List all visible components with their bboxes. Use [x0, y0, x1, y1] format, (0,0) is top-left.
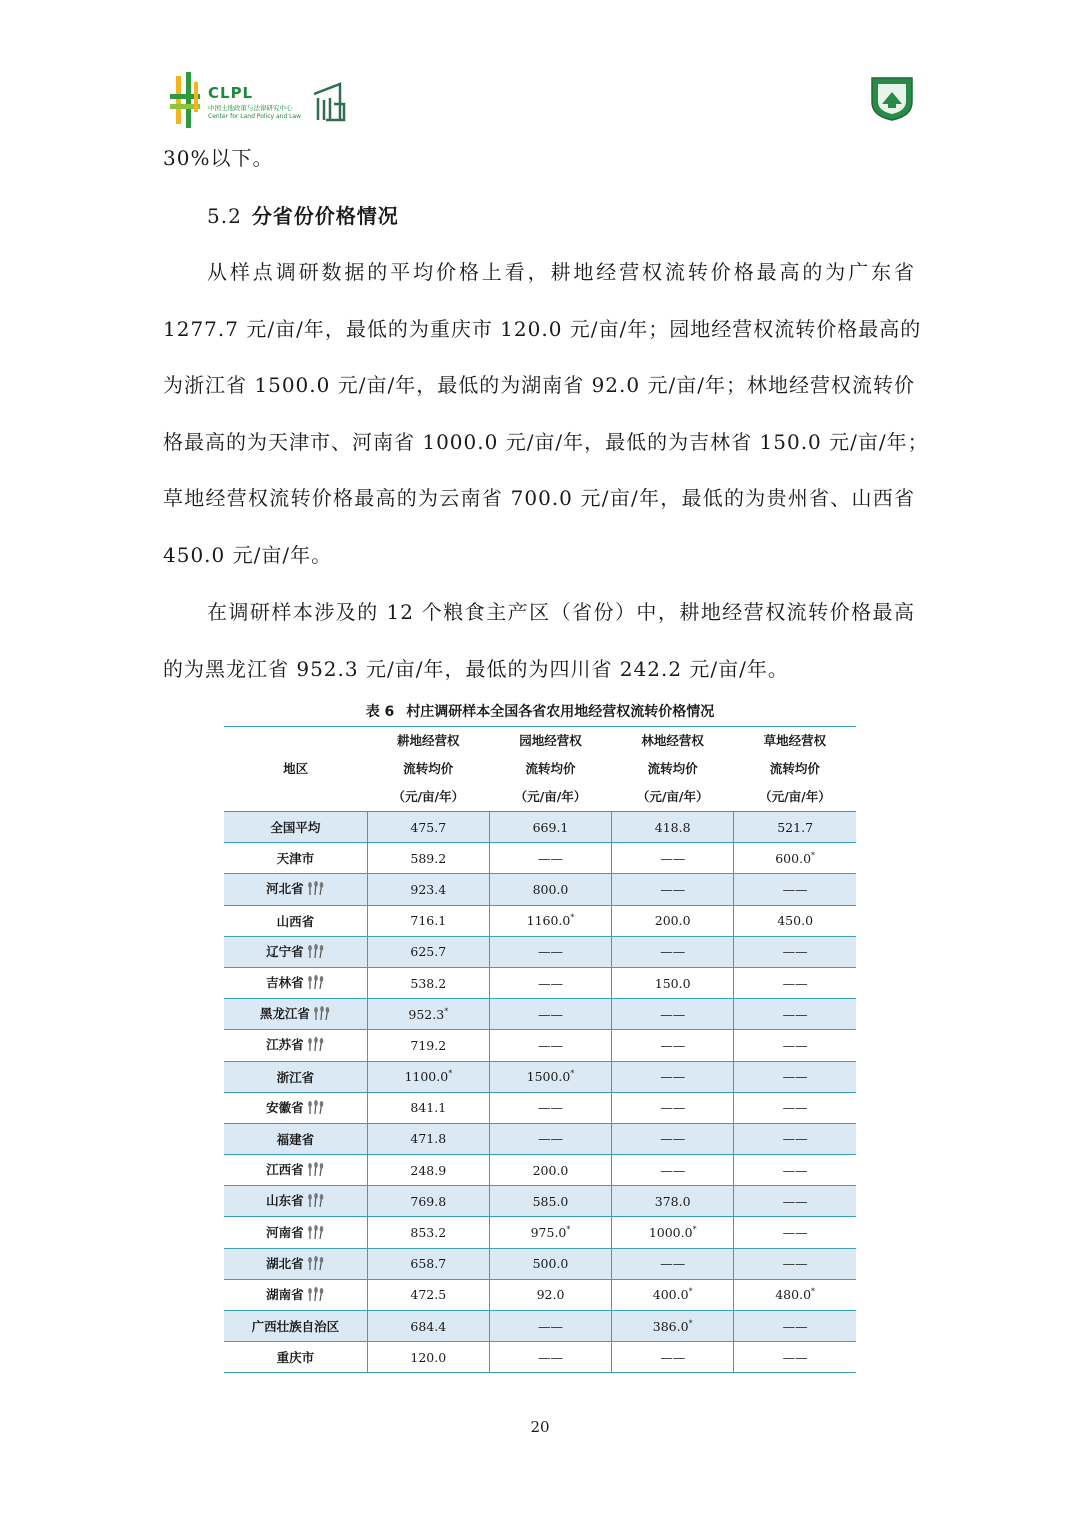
table-row	[224, 999, 856, 1030]
price-value: 475.7	[410, 819, 447, 835]
price-cell	[612, 812, 734, 843]
header-line: 流转均价	[525, 761, 576, 776]
price-value: ——	[538, 1037, 563, 1053]
price-cell	[612, 1092, 734, 1123]
price-value: 658.7	[410, 1256, 447, 1272]
price-value: 521.7	[777, 819, 814, 835]
price-value: ——	[782, 1193, 808, 1209]
price-cell	[612, 1342, 734, 1373]
price-cell	[734, 1248, 856, 1279]
price-value: 1160.0*	[526, 913, 575, 929]
price-cell	[612, 843, 734, 874]
price-value: 589.2	[410, 850, 447, 866]
table-row	[224, 1217, 856, 1248]
logo-english-name: Center for Land Policy and Law	[208, 113, 302, 120]
table-row	[224, 1155, 856, 1186]
wheat-icon	[307, 943, 325, 962]
region-name: 天津市	[276, 851, 315, 867]
price-cell	[734, 905, 856, 936]
price-value: 120.0	[410, 1349, 447, 1365]
table-row	[224, 812, 856, 843]
price-cell	[612, 905, 734, 936]
table-row	[224, 1311, 856, 1342]
region-cell	[224, 967, 367, 998]
price-value: ——	[538, 1318, 563, 1334]
region-name: 重庆市	[276, 1350, 315, 1366]
region-name: 安徽省	[266, 1099, 304, 1115]
region-cell	[224, 812, 367, 843]
region-cell	[224, 1248, 367, 1279]
region-cell	[224, 1186, 367, 1217]
region-cell	[224, 1030, 367, 1061]
price-cell	[734, 1342, 856, 1373]
text-line: 草地经营权流转价格最高的为云南省 700.0 元/亩/年，最低的为贵州省、山西省	[163, 486, 915, 511]
price-cell	[367, 1061, 489, 1092]
header-line: （元/亩/年）	[636, 789, 709, 804]
table-row	[224, 1123, 856, 1154]
price-cell	[734, 1123, 856, 1154]
price-value: ——	[660, 1131, 686, 1147]
price-cell	[612, 967, 734, 998]
price-cell	[367, 1311, 489, 1342]
price-value: 200.0	[654, 913, 691, 929]
price-value: ——	[782, 975, 808, 991]
table-row	[224, 843, 856, 874]
wheat-icon	[307, 1036, 325, 1055]
header-line: 流转均价	[647, 761, 698, 776]
price-value: ——	[538, 1006, 563, 1022]
price-cell	[489, 1092, 611, 1123]
region-name: 浙江省	[276, 1069, 315, 1085]
price-value: 150.0	[654, 975, 691, 991]
price-value: 600.0*	[775, 850, 816, 866]
section-number: 5.2	[207, 204, 242, 228]
region-name: 全国平均	[270, 820, 321, 836]
price-cell	[489, 1248, 611, 1279]
price-cell	[734, 1186, 856, 1217]
price-value: 841.1	[410, 1100, 447, 1116]
table-row	[224, 1279, 856, 1310]
text-line: 30%以下。	[163, 146, 274, 170]
price-cell	[489, 1279, 611, 1310]
footnote-star: *	[444, 1006, 449, 1016]
price-value: 952.3*	[408, 1006, 449, 1022]
price-value: ——	[782, 881, 808, 897]
price-value: 450.0	[777, 913, 814, 929]
region-name: 辽宁省	[266, 943, 304, 959]
table-row	[224, 874, 856, 905]
region-cell	[224, 1123, 367, 1154]
header-line: 林地经营权	[641, 733, 704, 748]
table-header-row	[224, 727, 856, 812]
price-cell	[734, 874, 856, 905]
price-value: 975.0*	[530, 1224, 571, 1241]
region-cell	[224, 1342, 367, 1373]
price-value: 471.8	[410, 1131, 447, 1147]
price-cell	[367, 1030, 489, 1061]
price-value: 480.0*	[775, 1287, 816, 1303]
university-emblem-icon	[868, 74, 916, 122]
price-value: 1100.0*	[404, 1069, 453, 1085]
wheat-icon	[307, 880, 325, 899]
logo-chinese-name: 中国土地政策与法律研究中心	[208, 104, 293, 112]
price-cell	[489, 936, 611, 967]
price-cell	[612, 1311, 734, 1342]
price-value: 923.4	[410, 881, 447, 897]
price-cell	[734, 1155, 856, 1186]
region-cell	[224, 1155, 367, 1186]
price-cell	[734, 936, 856, 967]
price-value: ——	[660, 944, 686, 960]
price-value: 625.7	[410, 944, 447, 960]
table-body	[224, 812, 856, 1373]
region-name: 河北省	[266, 881, 304, 897]
price-cell	[489, 1155, 611, 1186]
price-cell	[734, 843, 856, 874]
table-caption	[224, 700, 856, 724]
header-garden-land	[489, 727, 611, 812]
region-cell	[224, 999, 367, 1030]
footnote-star: *	[566, 1224, 571, 1234]
region-name: 福建省	[276, 1131, 315, 1147]
price-value: 400.0*	[652, 1287, 693, 1303]
region-name: 湖南省	[266, 1286, 304, 1302]
region-cell	[224, 1217, 367, 1248]
wheat-icon	[307, 1099, 325, 1118]
price-value: ——	[660, 1256, 686, 1272]
region-cell	[224, 1279, 367, 1310]
price-cell	[367, 1092, 489, 1123]
price-cell	[734, 1217, 856, 1248]
price-cell	[612, 1061, 734, 1092]
price-cell	[734, 1092, 856, 1123]
price-cell	[612, 1279, 734, 1310]
price-value: ——	[782, 1256, 808, 1272]
price-cell	[612, 1186, 734, 1217]
footnote-star: *	[811, 1287, 816, 1297]
price-value: 1500.0*	[526, 1069, 575, 1085]
price-cell	[367, 999, 489, 1030]
price-cell	[367, 967, 489, 998]
region-name: 湖北省	[266, 1255, 304, 1271]
price-cell	[367, 905, 489, 936]
price-cell	[612, 874, 734, 905]
price-cell	[367, 1279, 489, 1310]
price-value: 386.0*	[652, 1318, 693, 1334]
price-value: 92.0	[536, 1287, 565, 1303]
price-value: 472.5	[410, 1287, 447, 1303]
price-cell	[612, 936, 734, 967]
region-name: 江西省	[266, 1162, 304, 1178]
table-row	[224, 967, 856, 998]
price-cell	[489, 1061, 611, 1092]
price-cell	[734, 967, 856, 998]
price-cell	[612, 999, 734, 1030]
section-heading	[207, 198, 399, 234]
region-name: 吉林省	[266, 975, 304, 991]
footnote-star: *	[692, 1224, 697, 1234]
price-cell	[734, 1279, 856, 1310]
price-cell	[489, 1186, 611, 1217]
paragraph-grain-regions	[163, 584, 915, 697]
header-line: 园地经营权	[519, 733, 582, 748]
wheat-icon	[307, 1255, 325, 1274]
region-name: 山西省	[276, 913, 315, 929]
logo-name: CLPL	[208, 84, 254, 102]
header-line: 草地经营权	[763, 733, 827, 748]
header-line: 流转均价	[769, 761, 820, 776]
footnote-star: *	[688, 1287, 693, 1297]
price-value: ——	[538, 1100, 563, 1116]
page-number: 20	[530, 1418, 550, 1436]
text-line: 格最高的为天津市、河南省 1000.0 元/亩/年，最低的为吉林省 150.0 元/亩/年；	[163, 429, 929, 454]
header-line: （元/亩/年）	[759, 789, 831, 804]
footnote-star: *	[448, 1069, 453, 1079]
price-cell	[489, 812, 611, 843]
price-cell	[489, 1217, 611, 1248]
price-value: ——	[660, 1100, 686, 1116]
continued-text	[163, 130, 915, 187]
price-value: 800.0	[532, 881, 569, 897]
region-name: 江苏省	[266, 1037, 304, 1053]
price-value: ——	[782, 1100, 808, 1116]
table-row	[224, 905, 856, 936]
wheat-icon	[307, 1192, 325, 1211]
price-value: ——	[782, 1162, 808, 1178]
header-line: （元/亩/年）	[392, 789, 465, 804]
price-cell	[367, 1123, 489, 1154]
price-value: ——	[782, 1006, 808, 1022]
footnote-star: *	[570, 1069, 575, 1079]
price-value: 500.0	[532, 1256, 569, 1272]
header-line: 流转均价	[403, 761, 454, 776]
wheat-icon	[307, 1286, 325, 1305]
price-cell	[367, 843, 489, 874]
price-cell	[367, 1186, 489, 1217]
price-cell	[367, 874, 489, 905]
price-value: ——	[782, 944, 808, 960]
price-cell	[734, 1311, 856, 1342]
price-value: 716.1	[410, 913, 447, 929]
table-row	[224, 1186, 856, 1217]
price-value: ——	[660, 850, 686, 866]
table-row	[224, 1342, 856, 1373]
clpl-mark-icon	[168, 70, 358, 132]
price-value: ——	[782, 1225, 808, 1241]
price-value: ——	[660, 881, 686, 897]
price-value: ——	[660, 1162, 686, 1178]
header-forest-land	[612, 727, 734, 812]
price-value: ——	[538, 1349, 563, 1365]
price-cell	[612, 1217, 734, 1248]
price-value: 719.2	[410, 1037, 447, 1053]
clpl-logo	[168, 70, 358, 132]
price-cell	[489, 843, 611, 874]
region-name: 广西壮族自治区	[251, 1319, 340, 1335]
price-cell	[612, 1123, 734, 1154]
price-value: ——	[782, 1069, 808, 1085]
price-value: ——	[538, 975, 563, 991]
price-cell	[734, 999, 856, 1030]
price-cell	[367, 1217, 489, 1248]
price-value: ——	[782, 1037, 808, 1053]
price-value: 538.2	[410, 975, 447, 991]
price-value: ——	[538, 1131, 563, 1147]
price-value: 769.8	[410, 1193, 447, 1209]
text-line: 450.0 元/亩/年。	[163, 542, 333, 567]
region-name: 黑龙江省	[259, 1006, 310, 1022]
price-cell	[367, 936, 489, 967]
price-value: 669.1	[532, 819, 569, 835]
price-cell	[612, 1030, 734, 1061]
price-value: 585.0	[532, 1193, 569, 1209]
text-line: 的为黑龙江省 952.3 元/亩/年，最低的为四川省 242.2 元/亩/年。	[163, 656, 789, 681]
table-row	[224, 1061, 856, 1092]
price-cell	[612, 1155, 734, 1186]
footnote-star: *	[688, 1318, 693, 1328]
price-value: 684.4	[410, 1318, 447, 1334]
table-row	[224, 1248, 856, 1279]
price-value: 248.9	[410, 1162, 447, 1178]
table-row	[224, 936, 856, 967]
price-value: ——	[660, 1349, 686, 1365]
region-cell	[224, 1061, 367, 1092]
text-line: 1277.7 元/亩/年，最低的为重庆市 120.0 元/亩/年；园地经营权流转价格最高的	[163, 316, 922, 341]
price-cell	[489, 999, 611, 1030]
price-value: 200.0	[532, 1162, 569, 1178]
region-cell	[224, 1092, 367, 1123]
price-cell	[489, 1030, 611, 1061]
text-line: 为浙江省 1500.0 元/亩/年，最低的为湖南省 92.0 元/亩/年；林地经营权流转价	[163, 373, 915, 398]
region-name: 河南省	[266, 1224, 304, 1240]
price-value: ——	[660, 1037, 686, 1053]
header-line: 耕地经营权	[397, 733, 460, 748]
price-value: ——	[782, 1131, 808, 1147]
text-line: 从样点调研数据的平均价格上看，耕地经营权流转价格最高的为广东省	[207, 260, 915, 284]
price-value: ——	[660, 1006, 686, 1022]
paragraph-price-summary	[163, 244, 929, 584]
price-cell	[489, 905, 611, 936]
wheat-icon	[307, 1161, 325, 1180]
price-value: 853.2	[410, 1225, 447, 1241]
price-cell	[367, 1155, 489, 1186]
wheat-icon	[307, 1224, 325, 1243]
price-cell	[489, 874, 611, 905]
price-value: 1000.0*	[648, 1224, 697, 1241]
wheat-icon	[313, 1005, 331, 1024]
region-cell	[224, 843, 367, 874]
region-cell	[224, 936, 367, 967]
price-cell	[612, 1248, 734, 1279]
text-line: 在调研样本涉及的 12 个粮食主产区（省份）中，耕地经营权流转价格最高	[207, 600, 915, 624]
price-cell	[367, 1342, 489, 1373]
price-value: ——	[538, 850, 563, 866]
price-cell	[489, 1311, 611, 1342]
region-cell	[224, 874, 367, 905]
price-cell	[734, 1061, 856, 1092]
header-cultivated-land	[367, 727, 489, 812]
price-cell	[734, 812, 856, 843]
region-cell	[224, 1311, 367, 1342]
price-value: ——	[538, 944, 563, 960]
table-row	[224, 1092, 856, 1123]
table-title: 村庄调研样本全国各省农用地经营权流转价格情况	[406, 704, 715, 720]
region-name: 山东省	[266, 1193, 304, 1209]
price-value: ——	[782, 1349, 808, 1365]
price-table	[224, 726, 856, 1373]
section-title: 分省份价格情况	[251, 204, 399, 228]
footnote-star: *	[570, 913, 575, 923]
price-value: ——	[660, 1069, 686, 1085]
price-cell	[734, 1030, 856, 1061]
header-region: 地区	[283, 761, 309, 776]
wheat-icon	[307, 974, 325, 993]
price-cell	[489, 1123, 611, 1154]
price-cell	[367, 1248, 489, 1279]
price-cell	[367, 812, 489, 843]
price-value: ——	[782, 1318, 808, 1334]
table-row	[224, 1030, 856, 1061]
price-cell	[489, 1342, 611, 1373]
price-value: 378.0	[654, 1193, 691, 1209]
price-value: 418.8	[654, 819, 691, 835]
table-number: 表 6	[365, 704, 395, 720]
header-line: （元/亩/年）	[514, 789, 587, 804]
header-grassland	[734, 727, 856, 812]
price-cell	[489, 967, 611, 998]
region-cell	[224, 905, 367, 936]
footnote-star: *	[811, 850, 816, 860]
